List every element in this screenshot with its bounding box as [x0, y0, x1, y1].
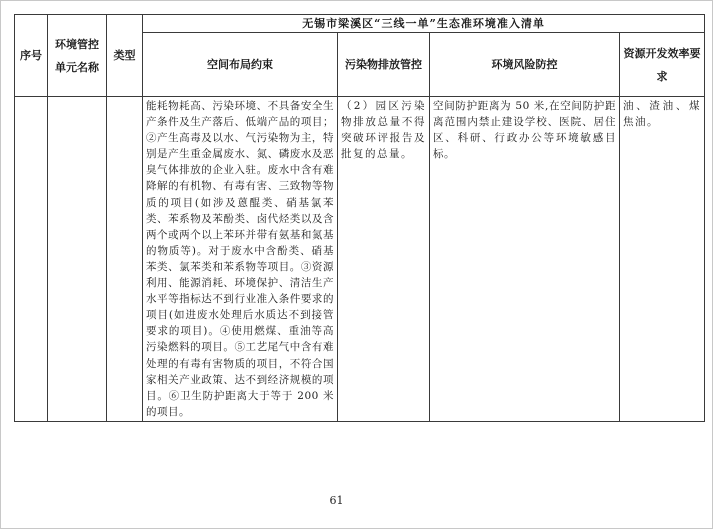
- column-header-type: 类型: [107, 15, 143, 97]
- eco-environment-admission-table: [14, 14, 705, 422]
- cell-serial: [15, 97, 48, 422]
- cell-unit-name: [48, 97, 107, 422]
- cell-pollutant-control: （2）园区污染物排放总量不得突破环评报告及批复的总量。: [338, 97, 430, 422]
- column-header-serial: 序号: [15, 15, 48, 97]
- table-row: [15, 97, 705, 422]
- column-header-resource-efficiency: 资源开发效率要求: [620, 33, 705, 97]
- column-header-pollutant-control: 污染物排放管控: [338, 33, 430, 97]
- cell-type: [107, 97, 143, 422]
- cell-spatial-layout: 能耗物耗高、污染环境、不具备安全生产条件及生产落后、低端产品的项目；②产生高毒及以水、气污染物为主，特别是产生重金属废水、氮、磷废水及恶臭气体排放的企业入驻。废水中含有难降解的有机物、有毒有害、三致物等物质的项目(如涉及蒽醌类、硝基氯苯类、苯系物及苯酚类、卤代烃类以及含两个或两个以上苯环并带有氨基和氮基的物质等)。对于废水中含酚类、硝基苯类、氯苯类和苯系物等项目。③资源利用、能源消耗、环境保护、清洁生产水平等指标达不到行业准入条件要求的项目(如进废水处理后水质达不到接管要求的项目)。④使用燃煤、重油等高污染燃料的项目。⑤工艺尾气中含有难处理的有毒有害物质的项目，不符合国家相关产业政策、达不到经济规模的项目。⑥卫生防护距离大于等于 200 米的项目。: [143, 97, 338, 422]
- table-title: 无锡市梁溪区“三线一单”生态准环境准入清单: [143, 15, 705, 33]
- column-header-unit-name: 环境管控单元名称: [48, 15, 107, 97]
- column-header-spatial-layout: 空间布局约束: [143, 33, 338, 97]
- page-number: 61: [329, 494, 344, 507]
- cell-resource-efficiency: 油、渣油、煤焦油。: [620, 97, 705, 422]
- column-header-environmental-risk: 环境风险防控: [430, 33, 620, 97]
- cell-environmental-risk: 空间防护距离为 50 米,在空间防护距离范围内禁止建设学校、医院、居住区、科研、行政办公等环境敏感目标。: [430, 97, 620, 422]
